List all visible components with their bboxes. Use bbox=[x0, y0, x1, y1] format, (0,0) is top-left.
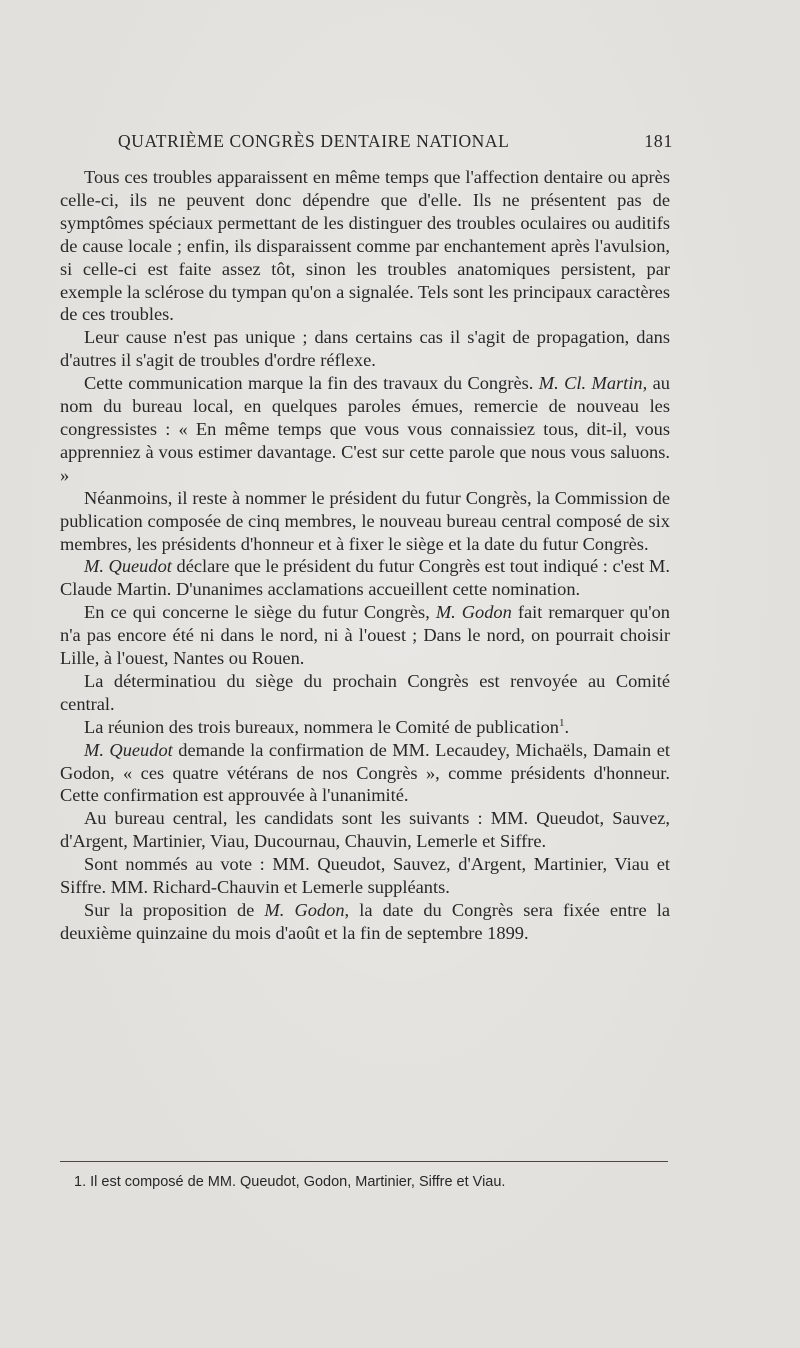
paragraph bbox=[60, 807, 670, 853]
paragraph-text: fait remarquer qu'on n'a pas encore été ni dans le nord, ni à l'ouest ; Dans le nord, on pourrait choisir Lille, à l'ouest, Nantes ou Rouen. bbox=[60, 602, 671, 669]
paragraph bbox=[60, 326, 670, 372]
page-number: 181 bbox=[644, 131, 673, 151]
paragraph-text: , au nom du bureau local, en quelques paroles émues, remercie de nouveau les congressistes : « En même temps que vous vous connaissiez tous, dit-il, vous apprenniez à vous estimer davantage. C'est sur cette parole que nous vous saluons. » bbox=[60, 373, 670, 485]
paragraph bbox=[60, 853, 670, 899]
body-text bbox=[60, 166, 670, 945]
footnote-reference: 1 bbox=[558, 716, 565, 729]
paragraph bbox=[60, 899, 670, 945]
footnote bbox=[60, 1172, 670, 1192]
paragraph bbox=[60, 555, 670, 601]
running-title: QUATRIÈME CONGRÈS DENTAIRE NATIONAL bbox=[118, 131, 510, 151]
paragraph-text: La réunion des trois bureaux, nommera le Comité de publication bbox=[84, 716, 559, 737]
paragraph bbox=[60, 716, 670, 739]
footnote-number: 1. bbox=[74, 1174, 87, 1190]
speaker-name: M. Godon bbox=[435, 602, 512, 623]
paragraph-text: déclare que le président du futur Congrès est tout indiqué : c'est M. Claude Martin. D'unanimes acclamations accueillent cette nomination. bbox=[60, 556, 670, 600]
paragraph-text: . bbox=[564, 716, 570, 737]
paragraph-text: La déterminatiou du siège du prochain Congrès est renvoyée au Comité central. bbox=[60, 670, 670, 714]
paragraph bbox=[60, 670, 670, 716]
paragraph bbox=[60, 372, 670, 487]
paragraph-text: En ce qui concerne le siège du futur Congrès, bbox=[84, 602, 436, 623]
paragraph-text: Cette communication marque la fin des travaux du Congrès. bbox=[84, 373, 539, 394]
paragraph bbox=[60, 487, 670, 556]
paragraph-text: Tous ces troubles apparaissent en même temps que l'affection dentaire ou après celle-ci, ils ne peuvent donc dépendre que d'elle. Ils ne présentent pas de symptômes spéciaux permettant de les distinguer des troubles oculaires ou auditifs de cause locale ; enfin, ils disparaissent comme par enchantement après l'avulsion, si celle-ci est faite assez tôt, sinon les troubles anatomiques persistent, par exemple la sclérose du tympan qu'on a signalée. Tels sont les principaux caractères de ces troubles. bbox=[60, 167, 670, 325]
footnote-text: Il est composé de MM. Queudot, Godon, Martinier, Siffre et Viau. bbox=[90, 1174, 506, 1190]
paragraph-text: Sur la proposition de bbox=[84, 900, 265, 920]
paragraph-text: Au bureau central, les candidats sont les suivants : MM. Queudot, Sauvez, d'Argent, Martinier, Viau, Ducournau, Chauvin, Lemerle et Siffre. bbox=[60, 808, 670, 852]
speaker-name: M. Godon bbox=[264, 900, 345, 920]
footnote-separator bbox=[60, 1161, 668, 1162]
paragraph-text: Sont nommés au vote : MM. Queudot, Sauvez, d'Argent, Martinier, Viau et Siffre. MM. Richard-Chauvin et Lemerle suppléants. bbox=[60, 854, 670, 898]
paragraph-text: , la date du Congrès sera fixée entre la deuxième quinzaine du mois d'août et la fin de septembre 1899. bbox=[60, 900, 670, 943]
speaker-name: M. Queudot bbox=[84, 556, 172, 577]
paragraph bbox=[60, 166, 670, 326]
paragraph-text: Leur cause n'est pas unique ; dans certains cas il s'agit de propagation, dans d'autres il s'agit de troubles d'ordre réflexe. bbox=[60, 327, 670, 371]
speaker-name: M. Cl. Martin bbox=[538, 373, 643, 394]
paragraph bbox=[60, 601, 670, 670]
running-header bbox=[118, 131, 673, 157]
speaker-name: M. Queudot bbox=[84, 739, 173, 760]
paragraph bbox=[60, 739, 670, 808]
paragraph-text: demande la confirmation de MM. Lecaudey, Michaëls, Damain et Godon, « ces quatre vétérans de nos Congrès », comme présidents d'honneur. Cette confirmation est approuvée à l'unanimité. bbox=[60, 739, 670, 806]
paragraph-text: Néanmoins, il reste à nommer le président du futur Congrès, la Commission de publication composée de cinq membres, le nouveau bureau central composé de six membres, les présidents d'honneur et à fixer le siège et la date du futur Congrès. bbox=[60, 487, 670, 554]
